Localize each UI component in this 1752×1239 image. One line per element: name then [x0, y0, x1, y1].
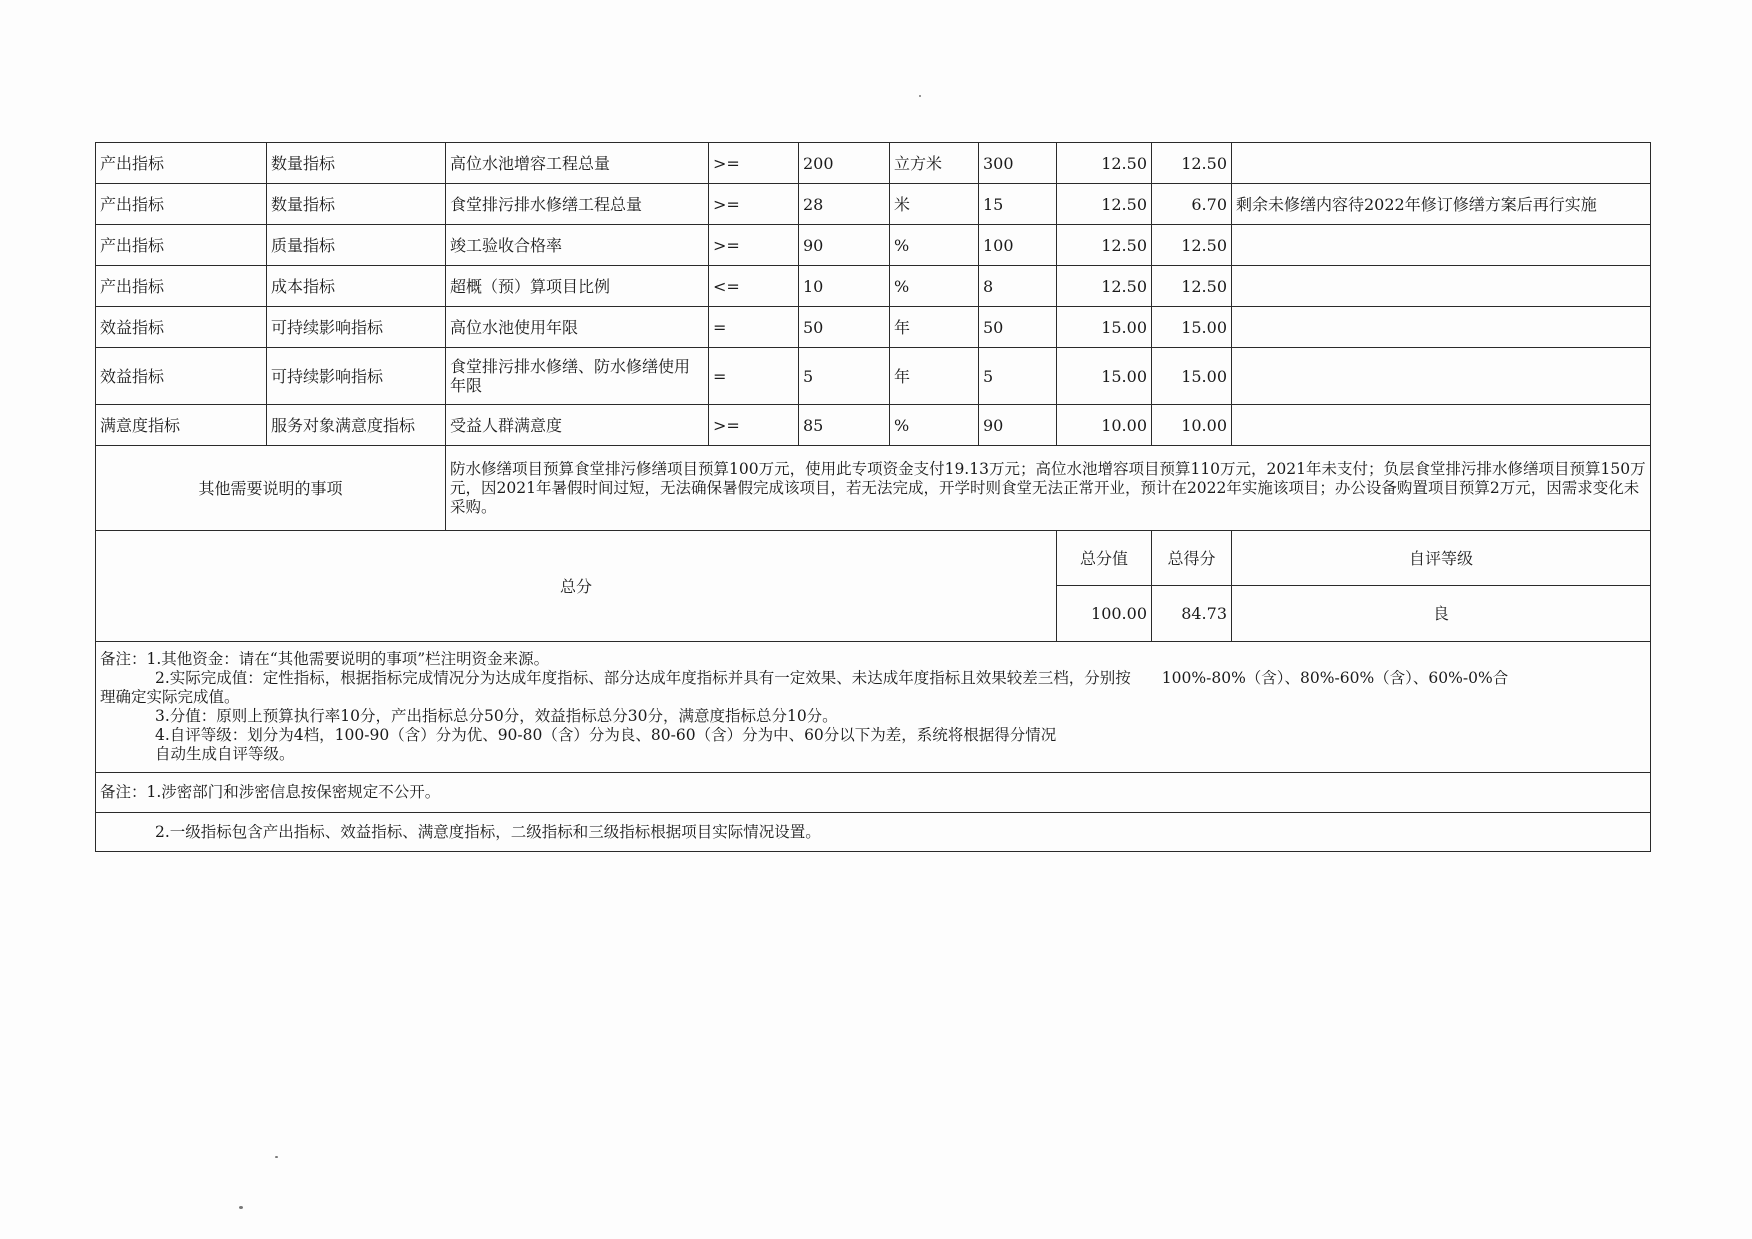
self-grade: 良	[1232, 586, 1651, 642]
total-value-header: 总分值	[1057, 531, 1152, 586]
score: 10.00	[1152, 405, 1232, 446]
note-line-1: 备注：1.其他资金：请在“其他需要说明的事项”栏注明资金来源。	[100, 650, 550, 668]
total-label: 总分	[96, 531, 1057, 642]
unit: 米	[890, 184, 979, 225]
level3-indicator: 高位水池增容工程总量	[446, 143, 709, 184]
target-value: 200	[799, 143, 890, 184]
other-matters-row	[96, 446, 1651, 531]
note-line-3: 3.分值：原则上预算执行率10分，产出指标总分50分，效益指标总分30分，满意度指标总分10分。	[155, 707, 838, 725]
score: 15.00	[1152, 307, 1232, 348]
other-matters-label: 其他需要说明的事项	[96, 446, 446, 531]
footer-note-2-cell	[96, 813, 1651, 852]
other-matters-text: 防水修缮项目预算食堂排污修缮项目预算100万元，使用此专项资金支付19.13万元；高位水池增容项目预算110万元，2021年未支付；负层食堂排污排水修缮项目预算150万元，因2021年暑假时间过短，无法确保暑假完成该项目，若无法完成，开学时则食堂无法正常开业，预计在2022年实施该项目；办公设备购置项目预算2万元，因需求变化未采购。	[446, 446, 1651, 531]
note-line-2-cont: 理确定实际完成值。	[100, 688, 240, 706]
level1-indicator: 产出指标	[96, 266, 267, 307]
unit: 立方米	[890, 143, 979, 184]
level3-indicator: 食堂排污排水修缮、防水修缮使用年限	[446, 348, 709, 405]
actual-value: 8	[979, 266, 1057, 307]
note-line-2: 2.实际完成值：定性指标，根据指标完成情况分为达成年度指标、部分达成年度指标并具有一定效果、未达成年度指标且效果较差三档，分别按 100%-80%（含）、80%-60%（含）、60%-0%合	[155, 669, 1509, 687]
weight: 10.00	[1057, 405, 1152, 446]
indicator-row	[96, 143, 1651, 184]
footer-note-2: 2.一级指标包含产出指标、效益指标、满意度指标，二级指标和三级指标根据项目实际情况设置。	[155, 822, 821, 841]
note-line-4: 4.自评等级：划分为4档，100-90（含）分为优、90-80（含）分为良、80-60（含）分为中、60分以下为差，系统将根据得分情况	[155, 726, 1057, 744]
level3-indicator: 高位水池使用年限	[446, 307, 709, 348]
notes-cell	[96, 642, 1651, 773]
weight: 15.00	[1057, 307, 1152, 348]
target-value: 28	[799, 184, 890, 225]
score: 12.50	[1152, 266, 1232, 307]
indicator-row	[96, 348, 1651, 405]
footer-note-1: 备注：1.涉密部门和涉密信息按保密规定不公开。	[96, 773, 1651, 813]
level1-indicator: 效益指标	[96, 307, 267, 348]
footer-note-row-1	[96, 773, 1651, 813]
remark	[1232, 307, 1651, 348]
weight: 12.50	[1057, 266, 1152, 307]
operator: >=	[709, 405, 799, 446]
unit: 年	[890, 307, 979, 348]
remark	[1232, 143, 1651, 184]
level1-indicator: 产出指标	[96, 184, 267, 225]
scan-speck	[275, 1156, 278, 1158]
target-value: 10	[799, 266, 890, 307]
level3-indicator: 食堂排污排水修缮工程总量	[446, 184, 709, 225]
level2-indicator: 数量指标	[267, 184, 446, 225]
indicator-row	[96, 225, 1651, 266]
unit: %	[890, 266, 979, 307]
actual-value: 5	[979, 348, 1057, 405]
operator: <=	[709, 266, 799, 307]
note-line-4-cont: 自动生成自评等级。	[155, 745, 295, 763]
notes-row	[96, 642, 1651, 773]
remark	[1232, 225, 1651, 266]
level2-indicator: 质量指标	[267, 225, 446, 266]
level1-indicator: 产出指标	[96, 225, 267, 266]
actual-value: 100	[979, 225, 1057, 266]
weight: 12.50	[1057, 225, 1152, 266]
footer-note-row-2	[96, 813, 1651, 852]
target-value: 85	[799, 405, 890, 446]
unit: %	[890, 405, 979, 446]
operator: >=	[709, 225, 799, 266]
score: 15.00	[1152, 348, 1232, 405]
total-score-header: 总得分	[1152, 531, 1232, 586]
scan-speck	[919, 95, 921, 97]
level1-indicator: 效益指标	[96, 348, 267, 405]
remark	[1232, 348, 1651, 405]
level2-indicator: 可持续影响指标	[267, 348, 446, 405]
indicator-row	[96, 405, 1651, 446]
level2-indicator: 可持续影响指标	[267, 307, 446, 348]
level2-indicator: 数量指标	[267, 143, 446, 184]
level1-indicator: 满意度指标	[96, 405, 267, 446]
remark: 剩余未修缮内容待2022年修订修缮方案后再行实施	[1232, 184, 1651, 225]
operator: =	[709, 307, 799, 348]
operator: >=	[709, 143, 799, 184]
operator: >=	[709, 184, 799, 225]
score: 6.70	[1152, 184, 1232, 225]
indicator-row	[96, 307, 1651, 348]
indicator-row	[96, 184, 1651, 225]
target-value: 5	[799, 348, 890, 405]
grade-header: 自评等级	[1232, 531, 1651, 586]
level2-indicator: 服务对象满意度指标	[267, 405, 446, 446]
level3-indicator: 受益人群满意度	[446, 405, 709, 446]
target-value: 90	[799, 225, 890, 266]
level3-indicator: 超概（预）算项目比例	[446, 266, 709, 307]
weight: 12.50	[1057, 184, 1152, 225]
scan-speck	[239, 1206, 243, 1209]
target-value: 50	[799, 307, 890, 348]
weight: 15.00	[1057, 348, 1152, 405]
unit: 年	[890, 348, 979, 405]
unit: %	[890, 225, 979, 266]
indicator-row	[96, 266, 1651, 307]
actual-value: 90	[979, 405, 1057, 446]
remark	[1232, 405, 1651, 446]
performance-indicator-table	[95, 142, 1651, 852]
total-value: 100.00	[1057, 586, 1152, 642]
level2-indicator: 成本指标	[267, 266, 446, 307]
remark	[1232, 266, 1651, 307]
weight: 12.50	[1057, 143, 1152, 184]
total-score: 84.73	[1152, 586, 1232, 642]
actual-value: 15	[979, 184, 1057, 225]
level1-indicator: 产出指标	[96, 143, 267, 184]
total-header-row	[96, 531, 1651, 586]
actual-value: 300	[979, 143, 1057, 184]
actual-value: 50	[979, 307, 1057, 348]
level3-indicator: 竣工验收合格率	[446, 225, 709, 266]
score: 12.50	[1152, 225, 1232, 266]
operator: =	[709, 348, 799, 405]
score: 12.50	[1152, 143, 1232, 184]
